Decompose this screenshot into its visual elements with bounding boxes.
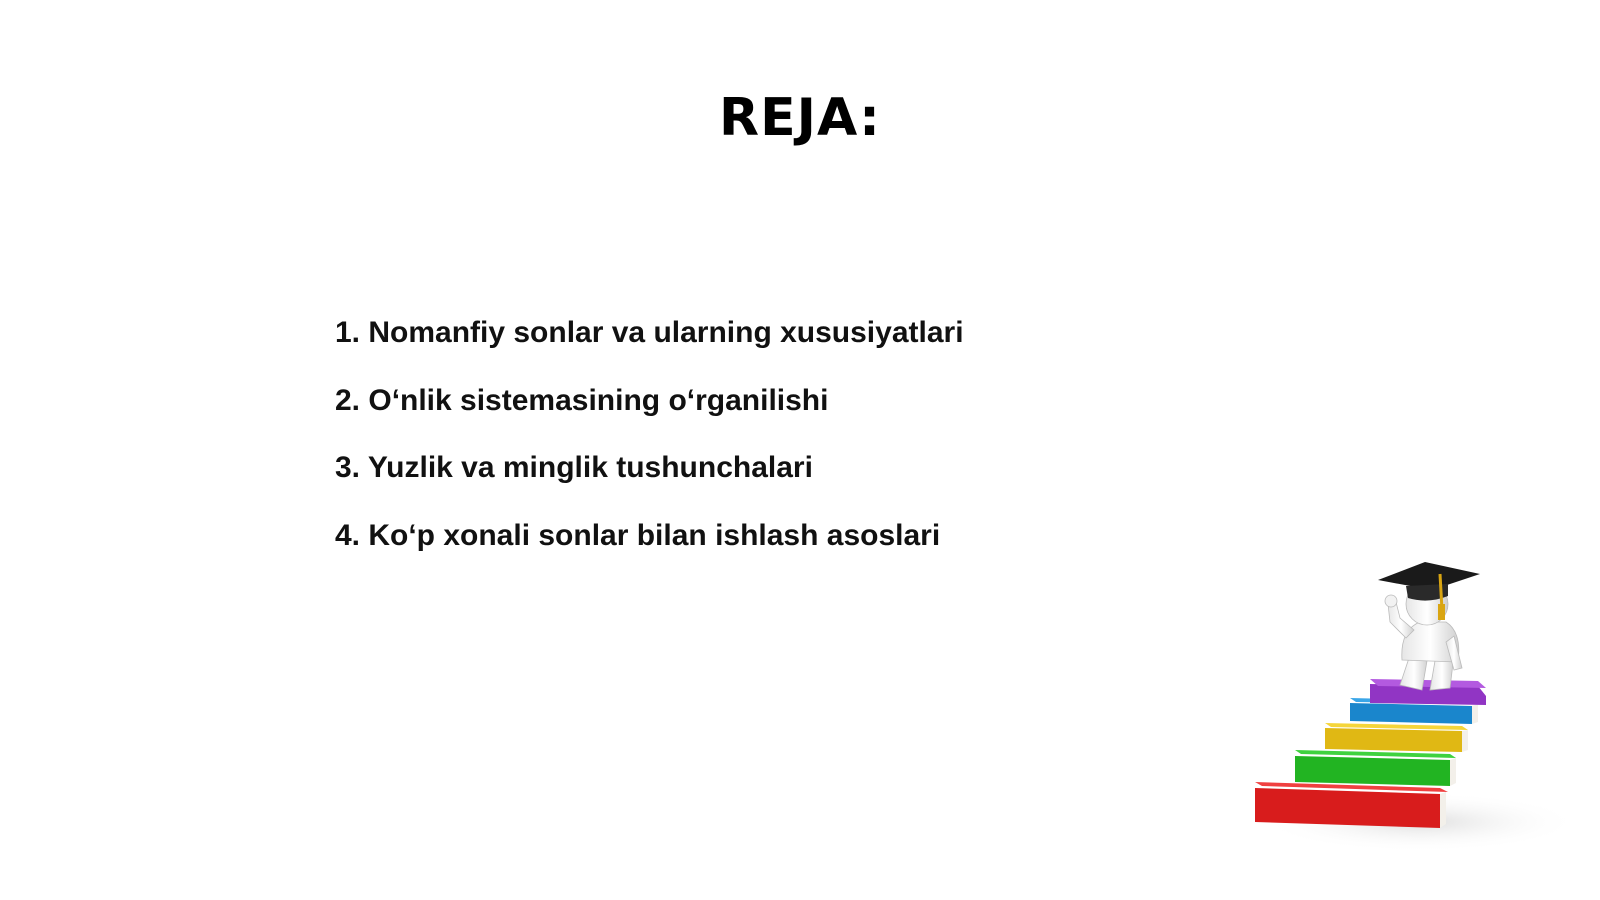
green-book [1295, 750, 1456, 786]
plan-list [335, 316, 964, 586]
graduate-on-books-icon [1250, 560, 1590, 880]
plan-item-1: 1. Nomanfiy sonlar va ularning xususiyatlari [335, 316, 964, 349]
yellow-book [1325, 723, 1468, 752]
slide-title: REJA: [719, 88, 881, 148]
plan-item-2: 2. O‘nlik sistemasining o‘rganilishi [335, 383, 829, 417]
plan-item-4: 4. Ko‘p xonali sonlar bilan ishlash asoslari [335, 518, 941, 552]
plan-item-3: 3. Yuzlik va minglik tushunchalari [335, 451, 813, 484]
red-book [1255, 782, 1448, 828]
purple-book [1370, 679, 1486, 705]
graduate-figure [1378, 562, 1480, 690]
